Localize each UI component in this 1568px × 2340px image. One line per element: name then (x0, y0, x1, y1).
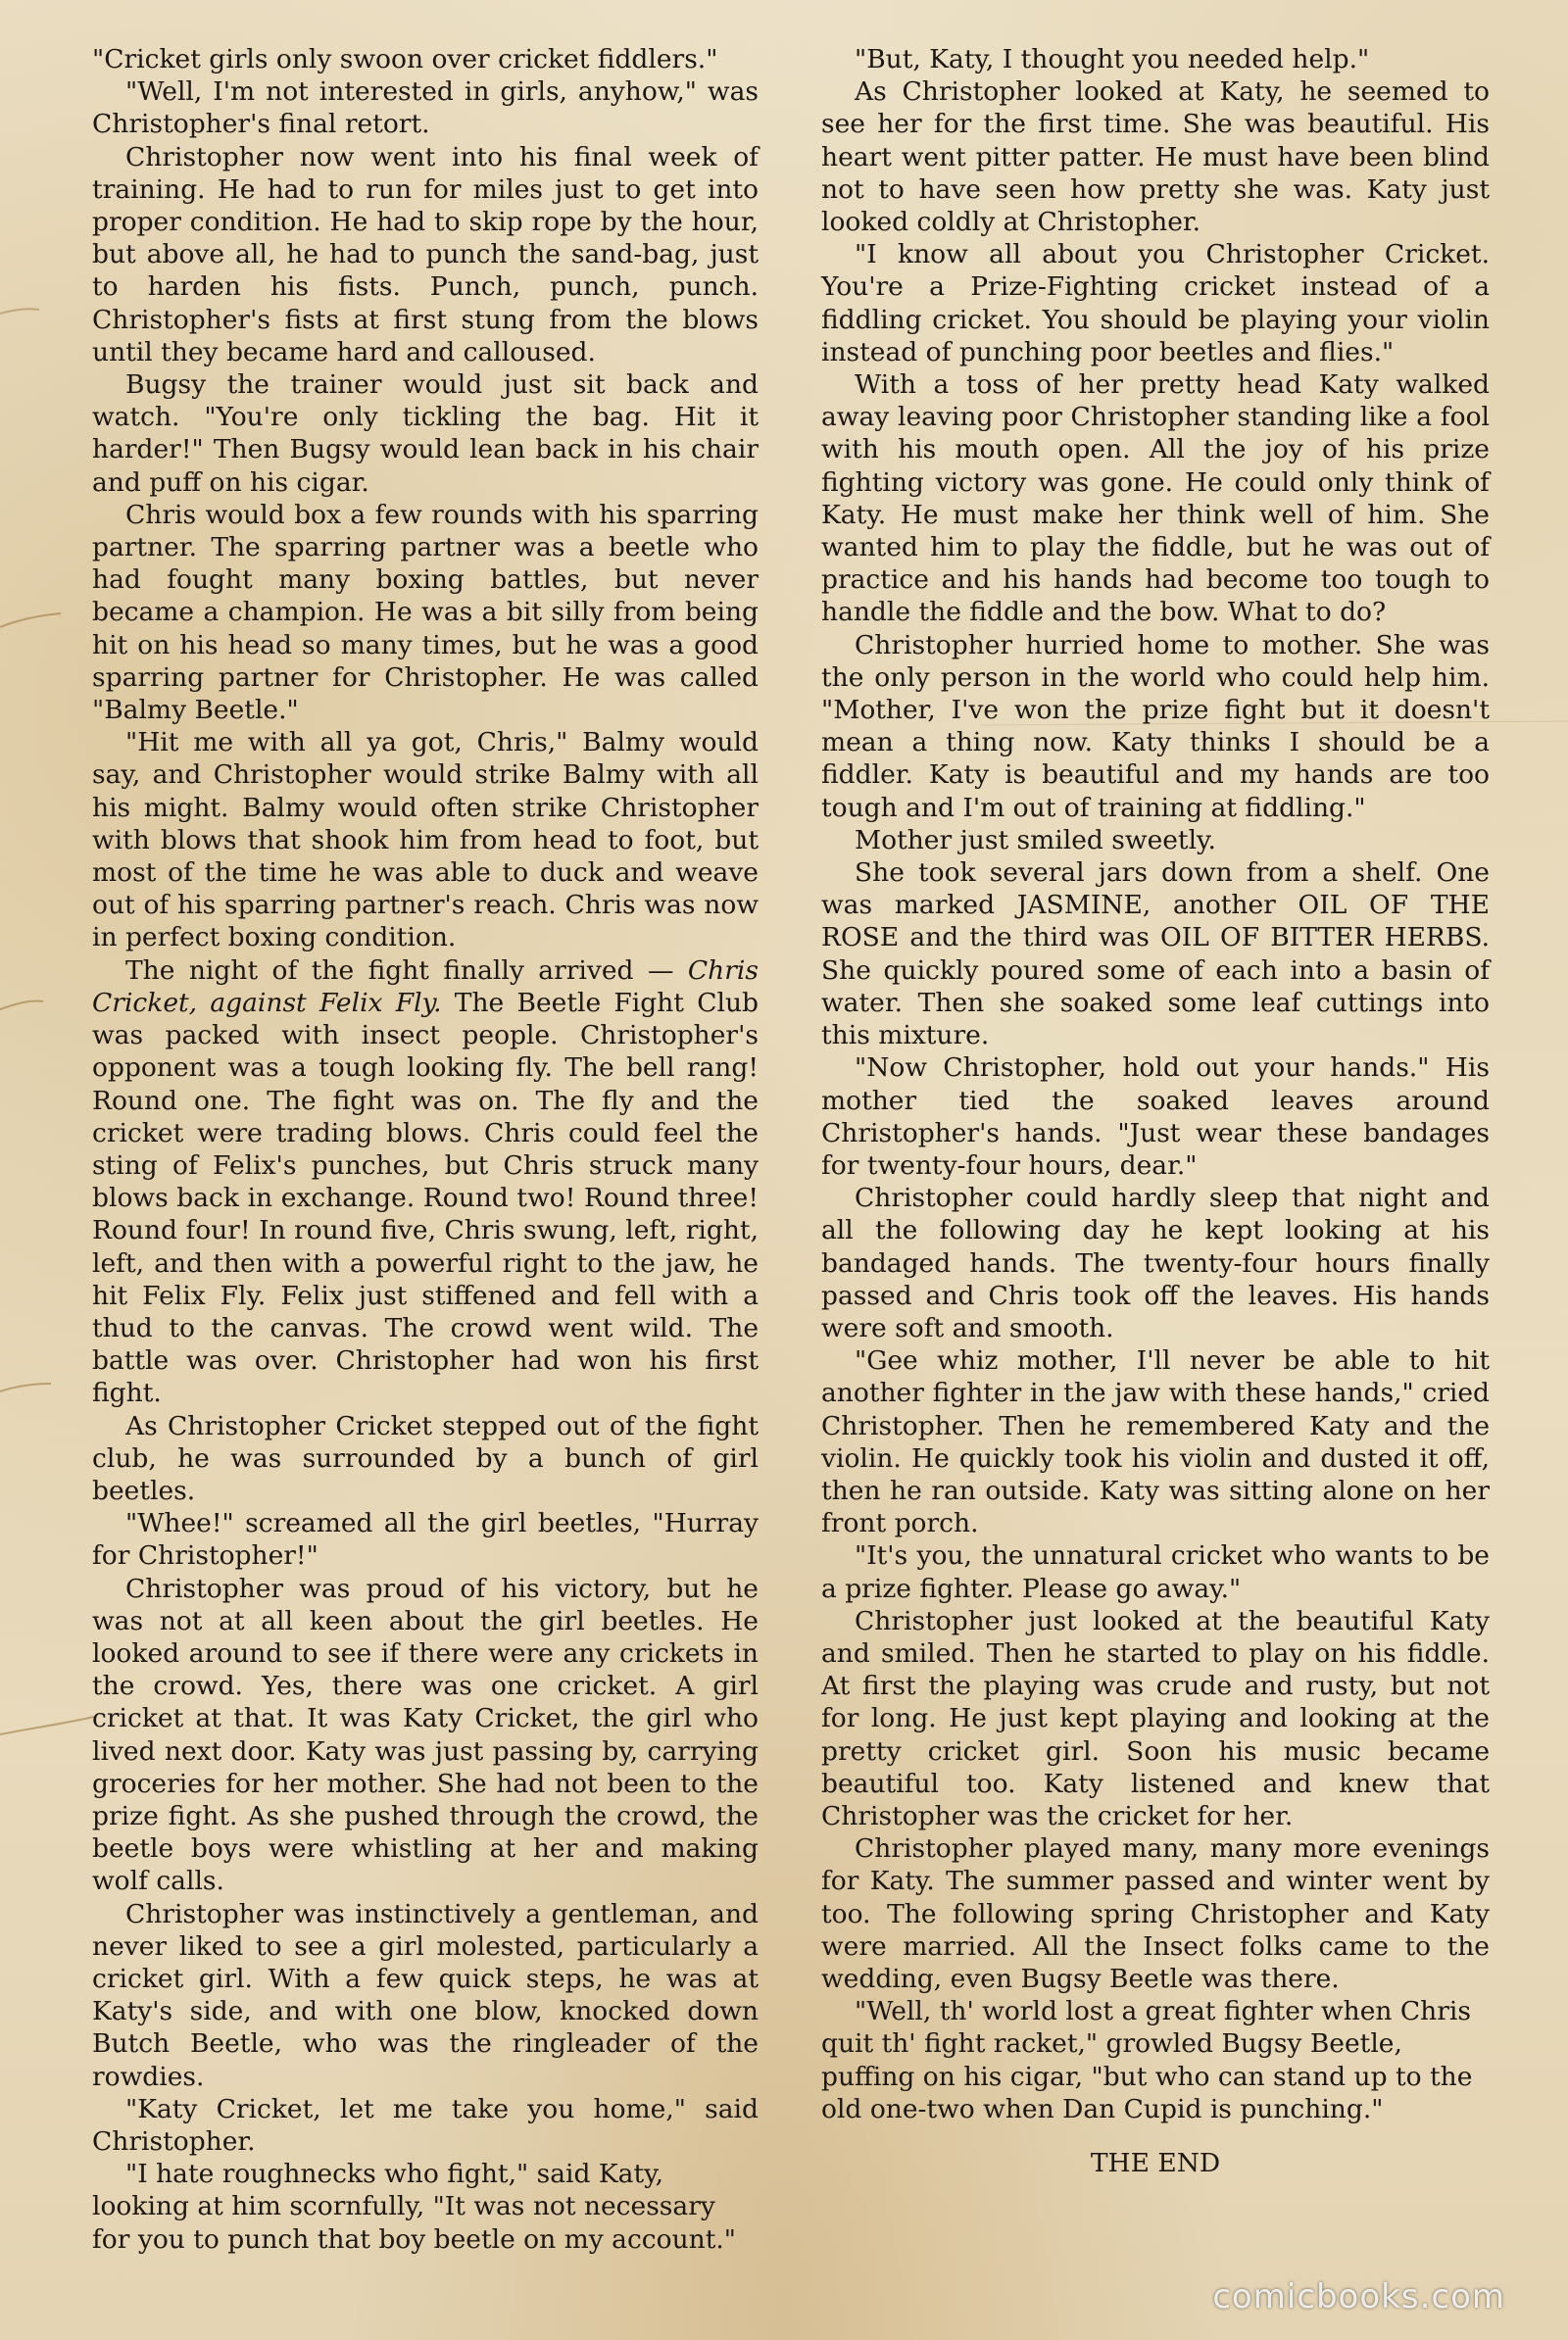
paragraph: "But, Katy, I thought you needed help." (855, 44, 1370, 74)
paragraph: Christopher was instinctively a gentleman, and never liked to see a girl molested, particularly a cricket girl. With a few quick steps, he was at Katy's side, and with one blow, knocked down Butch Beetle, who was the ringleader of the rowdies. (92, 1898, 759, 2092)
paragraph: "I hate roughnecks who fight," said Katy, looking at him scornfully, "It was not necessary for you to punch that boy beetle on my account." (92, 2159, 736, 2255)
fight-billing-italic: Chris Cricket, against Felix Fly. (92, 954, 759, 1018)
paragraph: Christopher now went into his final week of training. He had to run for miles just to get into proper condition. He had to skip rope by the hour, but above all, he had to punch the sand-bag, just to harden his fists. Punch, punch, punch. Christopher's fists at first stung from the blows until they became hard and calloused. (92, 141, 759, 367)
paragraph: As Christopher Cricket stepped out of the fight club, he was surrounded by a bunch of girl beetles. (92, 1410, 759, 1506)
paragraph: Christopher played many, many more evenings for Katy. The summer passed and winter went by too. The following spring Christopher and Katy were married. All the Insect folks came to the wedding, even Bugsy Beetle was there. (821, 1833, 1490, 1994)
paragraph: Christopher hurried home to mother. She was the only person in the world who could help him. "Mother, I've won the prize fight but it doesn't mean a thing now. Katy thinks I should be a fiddler. Katy is beautiful and my hands are too tough and I'm out of training at fiddling." (821, 629, 1490, 823)
paragraph: "Well, I'm not interested in girls, anyhow," was Christopher's final retort. (92, 76, 759, 140)
left-column (92, 43, 759, 2256)
paragraph: "Katy Cricket, let me take you home," said Christopher. (92, 2093, 759, 2157)
paragraph: Mother just smiled sweetly. (855, 824, 1216, 855)
paragraph: Christopher just looked at the beautiful Katy and smiled. Then he started to play on his fiddle. At first the playing was crude and rusty, but not for long. He just kept playing and looking at the pretty cricket girl. Soon his music became beautiful too. Katy listened and knew that Christopher was the cricket for her. (821, 1605, 1490, 1831)
right-column (821, 43, 1490, 2179)
paragraph (92, 954, 759, 1410)
paragraph: "Gee whiz mother, I'll never be able to hit another fighter in the jaw with these hands," cried Christopher. Then he remembered Katy and the violin. He quickly took his violin and dusted it off, then he ran outside. Katy was sitting alone on her front porch. (821, 1345, 1490, 1539)
paragraph: "Whee!" screamed all the girl beetles, "Hurray for Christopher!" (92, 1508, 759, 1572)
paragraph: "Well, th' world lost a great fighter when Chris quit th' fight racket," growled Bugsy Beetle, puffing on his cigar, "but who can stand up to the old one-two when Dan Cupid is punching." (821, 1996, 1473, 2124)
paragraph: "It's you, the unnatural cricket who wants to be a prize fighter. Please go away." (821, 1540, 1490, 1604)
the-end-label: THE END (1090, 2148, 1221, 2178)
paragraph: Christopher was proud of his victory, but he was not at all keen about the girl beetles. He looked around to see if there were any crickets in the crowd. Yes, there was one cricket. A girl cricket at that. It was Katy Cricket, the girl who lived next door. Katy was just passing by, carrying groceries for her mother. She had not been to the prize fight. As she pushed through the crowd, the beetle boys were whistling at her and making wolf calls. (92, 1573, 759, 1897)
paragraph: With a toss of her pretty head Katy walked away leaving poor Christopher standing like a fool with his mouth open. All the joy of his prize fighting victory was gone. He could only think of Katy. He must make her think well of him. She wanted him to play the fiddle, but he was out of practice and his hands had become too tough to handle the fiddle and the bow. What to do? (821, 369, 1490, 628)
paragraph: "Now Christopher, hold out your hands." His mother tied the soaked leaves around Christopher's hands. "Just wear these bandages for twenty-four hours, dear." (821, 1052, 1490, 1181)
paragraph: "Cricket girls only swoon over cricket fiddlers." (92, 44, 718, 74)
paragraph: Chris would box a few rounds with his sparring partner. The sparring partner was a beetle who had fought many boxing battles, but never became a champion. He was a bit silly from being hit on his head so many times, but he was a good sparring partner for Christopher. He was called "Balmy Beetle." (92, 499, 759, 726)
paragraph-text: The night of the fight finally arrived — (125, 954, 688, 986)
paragraph: Bugsy the trainer would just sit back and watch. "You're only tickling the bag. Hit it harder!" Then Bugsy would lean back in his chair and puff on his cigar. (92, 369, 759, 498)
paragraph: As Christopher looked at Katy, he seemed to see her for the first time. She was beautiful. His heart went pitter patter. He must have been blind not to have seen how pretty she was. Katy just looked coldly at Christopher. (821, 76, 1490, 238)
paragraph: Christopher could hardly sleep that night and all the following day he kept looking at his bandaged hands. The twenty-four hours finally passed and Chris took off the leaves. His hands were soft and smooth. (821, 1183, 1490, 1343)
paragraph: She took several jars down from a shelf. One was marked JASMINE, another OIL OF THE ROSE and the third was OIL OF BITTER HERBS. She quickly poured some of each into a basin of water. Then she soaked some leaf cuttings into this mixture. (821, 857, 1490, 1051)
paragraph: "Hit me with all ya got, Chris," Balmy would say, and Christopher would strike Balmy with all his might. Balmy would often strike Christopher with blows that shook him from head to foot, but most of the time he was able to duck and weave out of his sparring partner's reach. Chris was now in perfect boxing condition. (92, 727, 759, 953)
paragraph-text: The Beetle Fight Club was packed with insect people. Christopher's opponent was a tough looking fly. The bell rang! Round one. The fight was on. The fly and the cricket were trading blows. Chris could feel the sting of Felix's punches, but Chris struck many blows back in exchange. Round two! Round three! Round four! In round five, Chris swung, left, right, left, and then with a powerful right to the jaw, he hit Felix Fly. Felix just stiffened and fell with a thud to the canvas. The crowd went wild. The battle was over. Christopher had won his first fight. (92, 987, 760, 1409)
paragraph: "I know all about you Christopher Cricket. You're a Prize-Fighting cricket instead of a fiddling cricket. You should be playing your violin instead of punching poor beetles and flies." (821, 239, 1490, 367)
watermark: comicbooks.com (1212, 2277, 1505, 2316)
